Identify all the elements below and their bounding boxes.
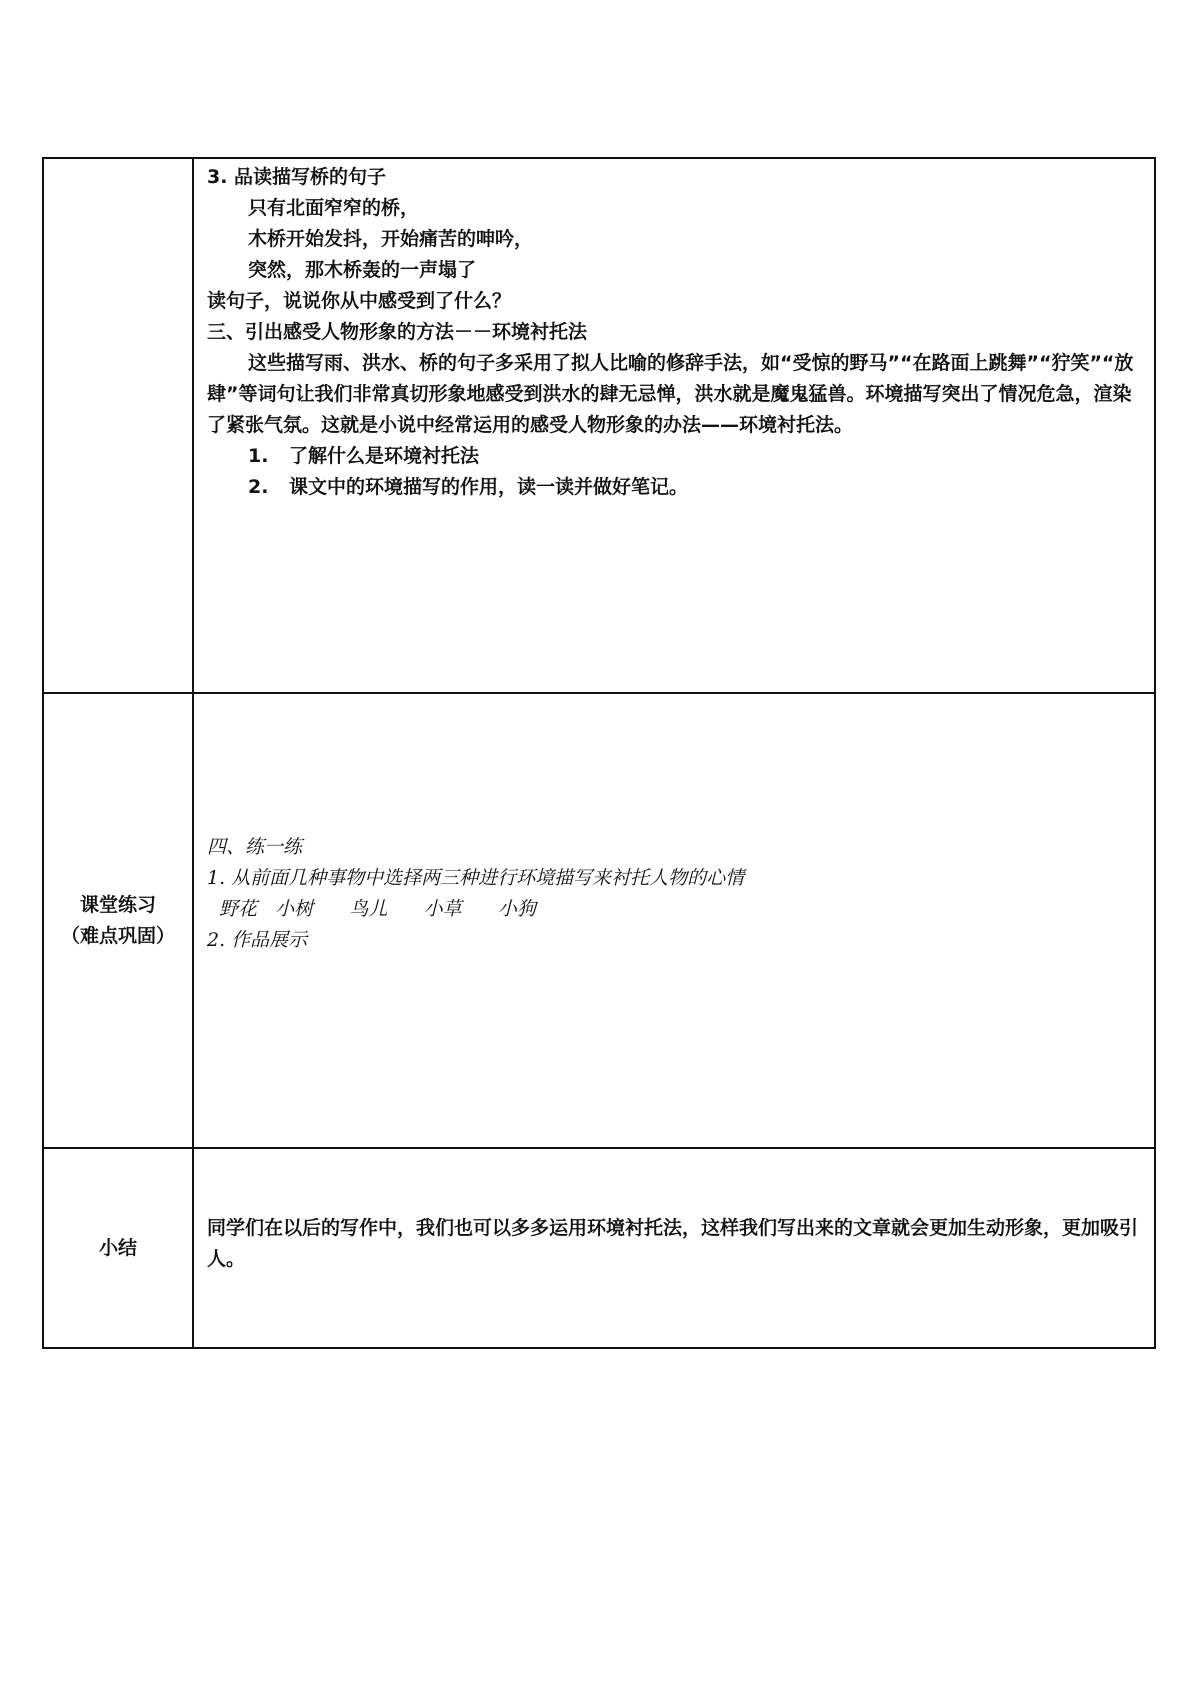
- summary-text: 同学们在以后的写作中，我们也可以多多运用环境衬托法，这样我们写出来的文章就会更加生动形象，更加吸引人。: [207, 1217, 1139, 1270]
- practice-content-cell: [193, 693, 1155, 1148]
- bridge-sentence: 突然，那木桥轰的一声塌了: [248, 259, 477, 281]
- classroom-practice-label: [43, 693, 193, 1148]
- practice-task: 1. 从前面几种事物中选择两三种进行环境描写来衬托人物的心情: [207, 867, 745, 889]
- bridge-heading: 3. 品读描写桥的句子: [207, 166, 387, 188]
- label-line: 课堂练习: [79, 893, 156, 916]
- practice-title: 四、练一练: [207, 836, 303, 858]
- teaching-process-row: [43, 158, 1155, 693]
- bridge-sentence: 只有北面窄窄的桥，: [248, 197, 420, 219]
- classroom-practice-row: [43, 693, 1155, 1148]
- list-item: [207, 472, 1144, 503]
- list-number: 1.: [248, 445, 269, 467]
- list-number: 2.: [248, 476, 269, 498]
- lesson-plan-table: [42, 157, 1156, 1349]
- list-text: 了解什么是环境衬托法: [289, 445, 480, 467]
- practice-task: 2. 作品展示: [207, 929, 308, 951]
- teaching-content-cell: [193, 158, 1155, 693]
- method-heading: 三、引出感受人物形象的方法－－环境衬托法: [207, 321, 588, 343]
- reading-question: 读句子，说说你从中感受到了什么？: [207, 290, 512, 312]
- row-label-empty: [43, 158, 193, 693]
- summary-content-cell: [193, 1148, 1155, 1348]
- practice-word-list: 野花 小树 鸟儿 小草 小狗: [219, 898, 536, 920]
- summary-label: 小结: [43, 1148, 193, 1348]
- bridge-sentence: 木桥开始发抖，开始痛苦的呻吟，: [248, 228, 534, 250]
- summary-row: [43, 1148, 1155, 1348]
- list-item: [207, 441, 1144, 472]
- method-paragraph: 这些描写雨、洪水、桥的句子多采用了拟人比喻的修辞手法，如“受惊的野马”“在路面上跳舞”“狞笑”“放肆”等词句让我们非常真切形象地感受到洪水的肆无忌惮，洪水就是魔鬼猛兽。环境描写突出了情况危急，渲染了紧张气氛。这就是小说中经常运用的感受人物形象的办法——环境衬托法。: [207, 352, 1134, 436]
- label-line: （难点巩固）: [60, 924, 175, 947]
- list-text: 课文中的环境描写的作用，读一读并做好笔记。: [289, 476, 689, 498]
